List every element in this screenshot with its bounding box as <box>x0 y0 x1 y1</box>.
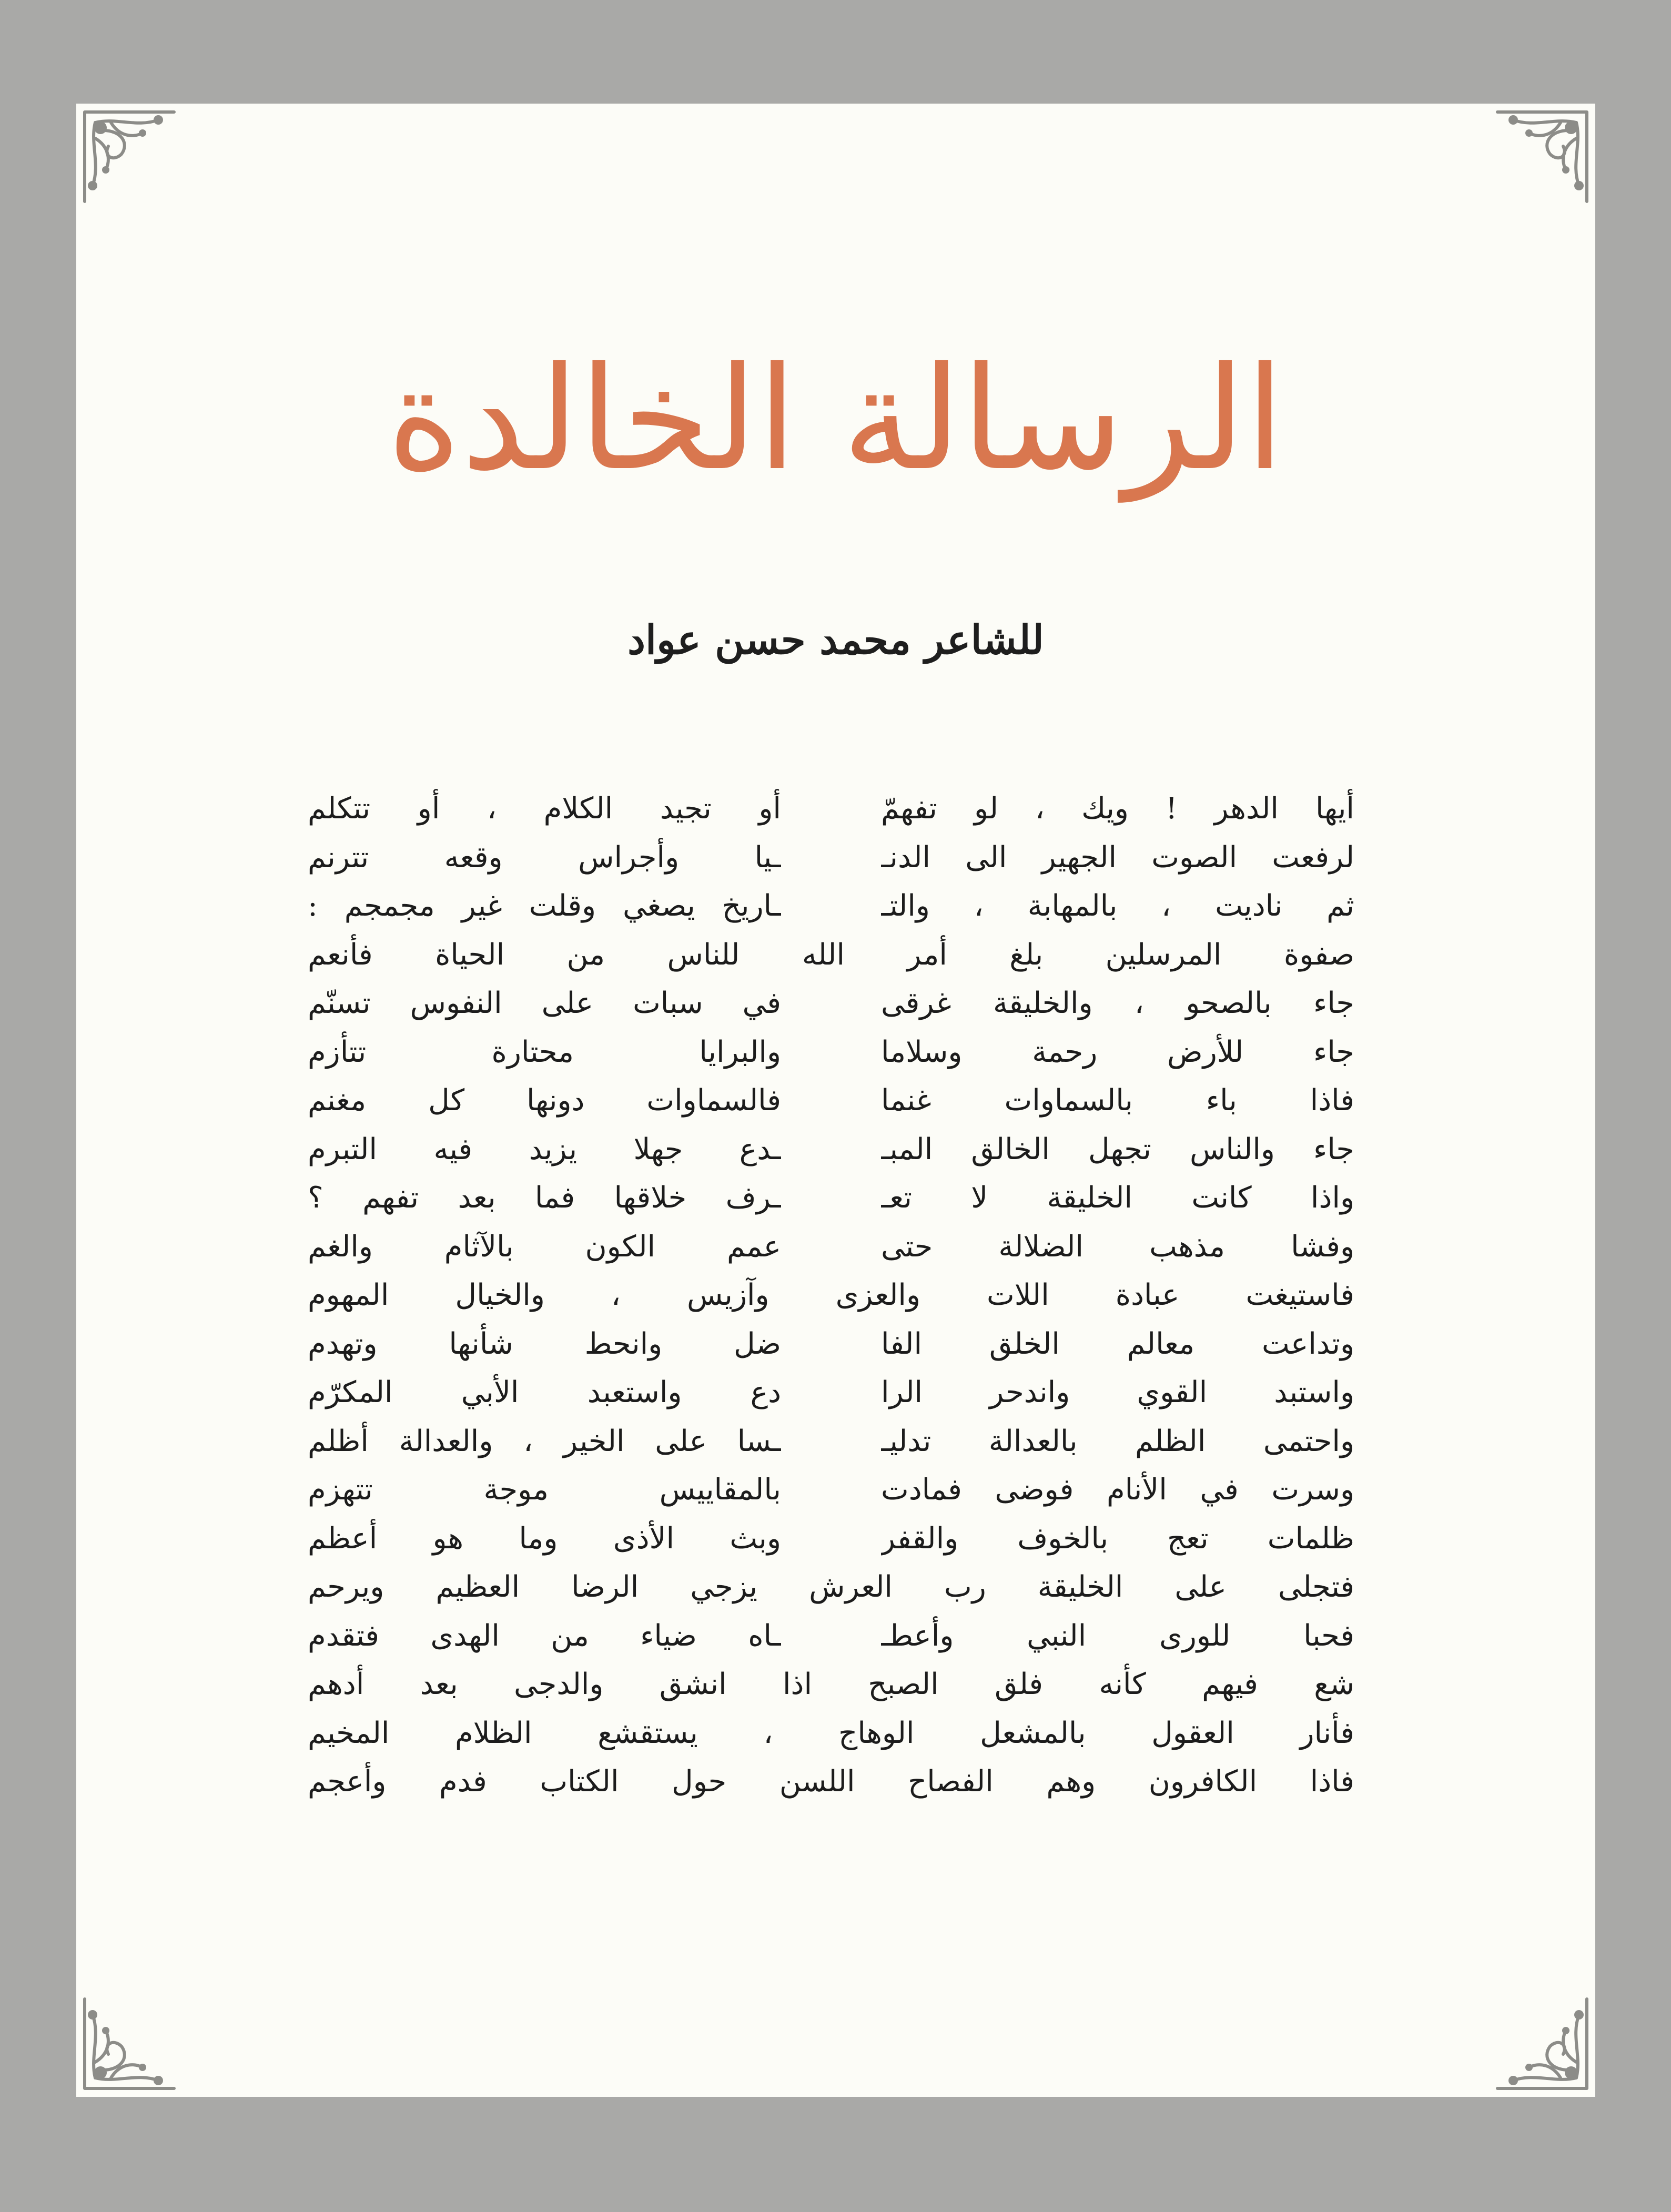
poem-hemistich-left: ضل وانحط شأنها وتهدم <box>308 1326 781 1361</box>
poem-line <box>308 1417 1354 1466</box>
poem-hemistich-right: جاء للأرض رحمة وسلاما <box>881 1034 1354 1069</box>
poem-hemistich-left: والبرايا محتارة تتأزم <box>308 1034 781 1069</box>
poem-line <box>308 1660 1354 1709</box>
poem-line <box>308 1709 1354 1758</box>
poem-line <box>308 882 1354 931</box>
poet-byline: للشاعر محمد حسن عواد <box>627 616 1044 663</box>
poem-hemistich-right: فحبا للورى النبي وأعطـ <box>881 1618 1354 1653</box>
poem-line <box>308 1368 1354 1417</box>
poem-hemistich-right: وفشا مذهب الضلالة حتى <box>881 1229 1354 1264</box>
poem-line-full: صفوة المرسلين بلغ أمر الله للناس من الحياة فأنعم <box>308 937 1354 972</box>
poem-line <box>308 834 1354 882</box>
poem-line <box>308 1077 1354 1125</box>
poem-line <box>308 931 1354 980</box>
poem-line <box>308 1466 1354 1515</box>
poem-hemistich-left: وبث الأذى وما هو أعظم <box>308 1521 781 1556</box>
poem-line-full: شع فيهم كأنه فلق الصبح اذا انشق والدجى بعد أدهم <box>308 1667 1354 1701</box>
poem-line-full: فتجلى على الخليقة رب العرش يزجي الرضا العظيم ويرحم <box>308 1570 1354 1604</box>
poem-hemistich-left: ـيا وأجراس وقعه تترنم <box>308 840 781 875</box>
poem-hemistich-right: جاء والناس تجهل الخالق المبـ <box>881 1132 1354 1166</box>
poem-title: الرسالة الخالدة <box>387 336 1285 502</box>
poem-line-full: فأنار العقول بالمشعل الوهاج ، يستقشع الظلام المخيم <box>308 1716 1354 1750</box>
poem-hemistich-right: ظلمات تعج بالخوف والقفر <box>881 1521 1354 1556</box>
page-sheet <box>76 104 1595 2097</box>
poem-line-full: فاستيغت عبادة اللات والعزى وآزيس ، والخيال المهوم <box>308 1278 1354 1312</box>
poem-line-full: فاذا الكافرون وهم الفصاح اللسن حول الكتاب فدم وأعجم <box>308 1764 1354 1799</box>
poem-hemistich-left: ـدع جهلا يزيد فيه التبرم <box>308 1132 781 1166</box>
poem-hemistich-right: واذا كانت الخليقة لا تعـ <box>881 1181 1354 1215</box>
poem-hemistich-left: دع واستعبد الأبي المكرّم <box>308 1375 781 1409</box>
poem-line <box>308 1515 1354 1564</box>
poem-line <box>308 1758 1354 1807</box>
poem-hemistich-right: ثم ناديت ، بالمهابة ، والتـ <box>881 889 1354 923</box>
poem-hemistich-right: واحتمى الظلم بالعدالة تدليـ <box>881 1424 1354 1458</box>
poem-hemistich-left: بالمقاييس موجة تتهزم <box>308 1473 781 1507</box>
poem-line <box>308 1271 1354 1320</box>
poem-hemistich-right: فاذا باء بالسماوات غنما <box>881 1083 1354 1118</box>
poem-hemistich-left: ـاريخ يصغي وقلت غير مجمجم : <box>308 889 781 923</box>
poem-hemistich-right: واستبد القوي واندحر الرا <box>881 1375 1354 1409</box>
poem-line <box>308 1223 1354 1272</box>
poem-line <box>308 1320 1354 1369</box>
poem-hemistich-left: في سبات على النفوس تسنّم <box>308 986 781 1020</box>
poem-line <box>308 785 1354 834</box>
poem-line <box>308 1028 1354 1077</box>
poem-hemistich-left: ـرف خلاقها فما بعد تفهم ؟ <box>308 1181 781 1215</box>
poem-hemistich-right: لرفعت الصوت الجهير الى الدنـ <box>881 840 1354 875</box>
floral-corner-ornament-icon <box>1492 1994 1592 2094</box>
poem-hemistich-left: أو تجيد الكلام ، أو تتكلم <box>308 792 781 826</box>
poem-line <box>308 979 1354 1028</box>
poem-hemistich-left: ـسا على الخير ، والعدالة أظلم <box>308 1424 781 1458</box>
poem-line <box>308 1174 1354 1223</box>
poem-hemistich-right: جاء بالصحو ، والخليقة غرقى <box>881 986 1354 1020</box>
floral-corner-ornament-icon <box>1492 107 1592 207</box>
poem-line <box>308 1125 1354 1174</box>
poem-hemistich-left: عمم الكون بالآثام والغم <box>308 1229 781 1264</box>
poem-hemistich-left: فالسماوات دونها كل مغنم <box>308 1083 781 1118</box>
poem-line <box>308 1563 1354 1612</box>
poem-line <box>308 1612 1354 1661</box>
poem-body <box>308 785 1354 1807</box>
floral-corner-ornament-icon <box>79 107 179 207</box>
floral-corner-ornament-icon <box>79 1994 179 2094</box>
poem-hemistich-right: وتداعت معالم الخلق الفا <box>881 1326 1354 1361</box>
poem-hemistich-left: ـاه ضياء من الهدى فتقدم <box>308 1618 781 1653</box>
poem-hemistich-right: وسرت في الأنام فوضى فمادت <box>881 1473 1354 1507</box>
poem-hemistich-right: أيها الدهر ! ويك ، لو تفهمّ <box>881 792 1354 826</box>
